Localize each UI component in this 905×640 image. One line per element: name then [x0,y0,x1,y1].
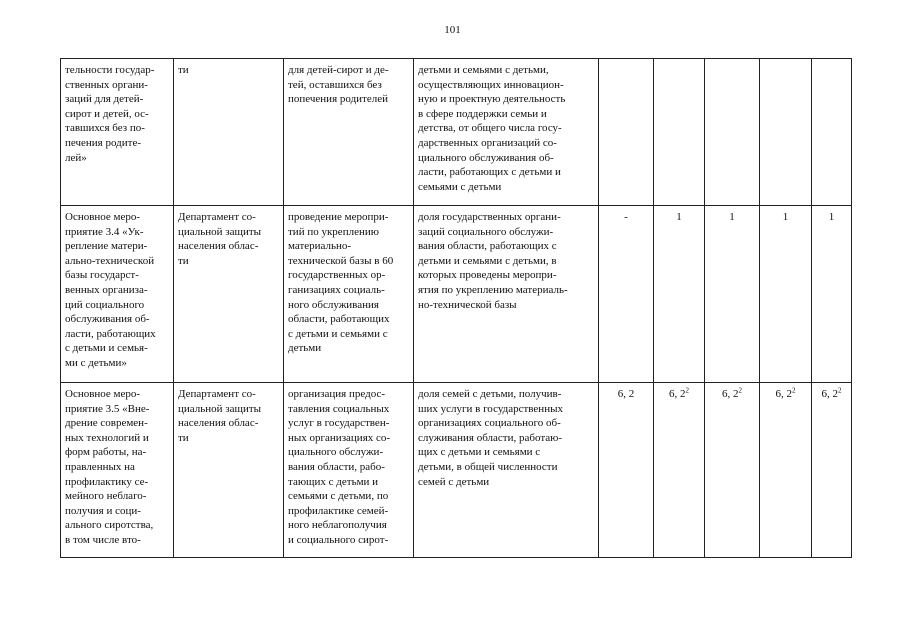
executor-cell: ти [174,59,284,206]
result-cell: проведение меропри- тий по укреплению материально- технической базы в 60 государственных ор- ганизациях социаль- ного обслуживания области, работающих с детьми и семьями с детьми [284,206,414,383]
value-cell [705,383,760,558]
value-cell [654,383,705,558]
value-cell: 1 [812,206,852,383]
value-cell [599,383,654,558]
footnote-mark: 2 [738,386,742,395]
value-cell: 1 [760,206,812,383]
value-text: 6, 2 [775,388,792,400]
table-row [61,206,852,383]
footnote-mark: 2 [792,386,796,395]
value-cell [760,383,812,558]
result-cell: организация предос- тавления социальных услуг в государствен- ных организациях со- циального обслужи- вания области, рабо- тающих с детьми и семьями с детьми, по профилактике семей- ного неблагополучия и социального сирот- [284,383,414,558]
page-number: 101 [444,24,461,36]
executor-cell: Департамент со- циальной защиты населения облас- ти [174,206,284,383]
measure-cell: Основное меро- приятие 3.4 «Ук- репление матери- ально-технической базы государст- венных организа- ций социального обслуживания об- ласти, работающих с детьми и семья- ми с детьми» [61,206,174,383]
indicator-cell: доля семей с детьми, получив- ших услуги в государственных организациях социального об- служивания области, работаю- щих с детьми и семьями с детьми, в общей численности семей с детьми [414,383,599,558]
measure-cell: Основное меро- приятие 3.5 «Вне- дрение современ- ных технологий и форм работы, на- правленных на профилактику се- мейного неблаго- получия и соци- ального сиротства, в том числе вто- [61,383,174,558]
value-text: 6, 2 [722,388,739,400]
value-text: 6, 2 [617,388,635,400]
footnote-mark: 2 [838,386,842,395]
indicator-cell: детьми и семьями с детьми, осуществляющих инновацион- ную и проектную деятельность в сфере поддержки семьи и детства, от общего числа госу- дарственных организаций со- циального обслуживания об- ласти, работающих с детьми и семьями с детьми [414,59,599,206]
value-cell [812,383,852,558]
result-cell: для детей-сирот и де- тей, оставшихся без попечения родителей [284,59,414,206]
value-cell [705,59,760,206]
value-cell: 1 [705,206,760,383]
footnote-mark: 2 [685,386,689,395]
value-text: 6, 2 [821,388,838,400]
table-row [61,59,852,206]
value-cell: 1 [654,206,705,383]
program-measures-table [60,58,852,558]
measure-cell: тельности государ- ственных органи- заций для детей- сирот и детей, ос- тавшихся без по- печения родите- лей» [61,59,174,206]
value-cell [760,59,812,206]
value-cell [654,59,705,206]
value-cell: - [599,206,654,383]
value-text: 6, 2 [669,388,686,400]
indicator-cell: доля государственных органи- заций социального обслужи- вания области, работающих с детьми и семьями с детьми, в которых проведены меропри- ятия по укреплению материаль- но-технической базы [414,206,599,383]
executor-cell: Департамент со- циальной защиты населения облас- ти [174,383,284,558]
table-row [61,383,852,558]
value-cell [599,59,654,206]
value-cell [812,59,852,206]
